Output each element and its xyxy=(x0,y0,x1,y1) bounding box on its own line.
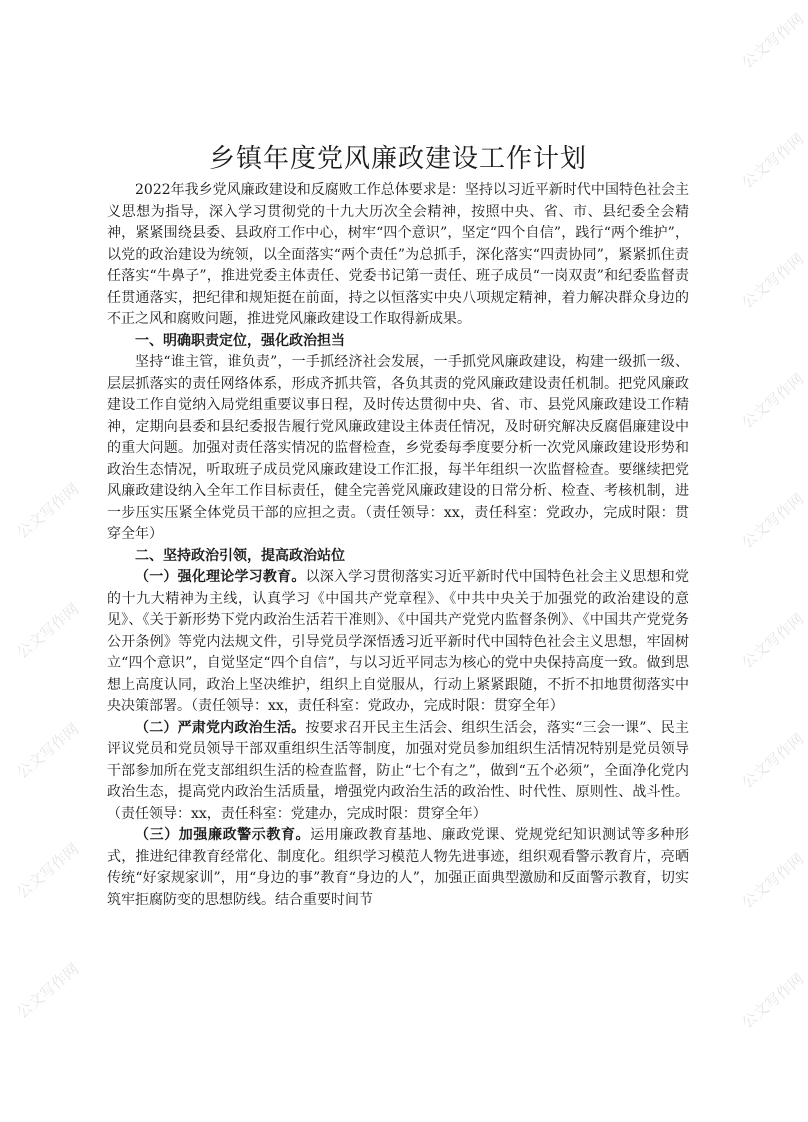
item-1-lead: （一）强化理论学习教育。 xyxy=(135,569,306,585)
watermark-text: 公文写作网 xyxy=(13,479,83,542)
watermark-text: 公文写作网 xyxy=(738,609,808,672)
watermark-text: 公文写作网 xyxy=(738,729,808,792)
intro-paragraph: 2022年我乡党风廉政建设和反腐败工作总体要求是：坚持以习近平新时代中国特色社会主义思想为指导，深入学习贯彻党的十九大历次全会精神，按照中央、省、市、县纪委全会精神，紧紧围绕县委、县政府工作中心，树牢“四个意识”，坚定“四个自信”，践行“两个维护”，以党的政治建设为统领，以全面落实“两个责任”为总抓手，深化落实“四责协同”，紧紧抓住责任落实“牛鼻子”，推进党委主体责任、党委书记第一责任、班子成员“一岗双责”和纪委监督责任贯通落实，把纪律和规矩挺在前面，持之以恒落实中央八项规定精神，着力解决群众身边的不正之风和腐败问题，推进党风廉政建设工作取得新成果。 xyxy=(107,182,689,327)
watermark-text: 公文写作网 xyxy=(13,719,83,782)
watermark-text: 公文写作网 xyxy=(738,249,808,312)
item-1-body: 以深入学习贯彻落实习近平新时代中国特色社会主义思想和党的十九大精神为主线，认真学习《中国共产党章程》、《中共中央关于加强党的政治建设的意见》、《关于新形势下党内政治生活若干准则》、《中国共产党党内监督条例》、《中国共产党党务公开条例》等党内法规文件，引导党员学深悟透习近平新时代中国特色社会主义思想，牢固树立“四个意识”，自觉坚定“四个自信”，与以习近平同志为核心的党中央保持高度一致。做到思想上高度认同，政治上坚决维护，组织上自觉服从，行动上紧紧跟随，不折不扣地贯彻落实中央决策部署。（责任领导：xx，责任科室：党政办，完成时限：贯穿全年） xyxy=(107,569,690,714)
section-2-item-1 xyxy=(107,567,689,718)
document-page xyxy=(107,142,689,911)
item-2-lead: （二）严肃党内政治生活。 xyxy=(135,719,306,736)
section-2-heading: 二、坚持政治引领，提高政治站位 xyxy=(135,547,345,564)
watermark-text: 公文写作网 xyxy=(13,839,83,902)
watermark-text: 公文写作网 xyxy=(738,969,808,1032)
watermark-text: 公文写作网 xyxy=(738,129,808,192)
watermark-text: 公文写作网 xyxy=(13,959,83,1022)
item-2-body: 按要求召开民主生活会、组织生活会，落实“三会一课”、民主评议党员和党员领导干部双重组织生活等制度，加强对党员参加组织生活情况特别是党员领导干部参加所在党支部组织生活的检查监督，防止“七个有之”，做到“五个必须”，全面净化党内政治生态，提高党内政治生活质量，增强党内政治生活的政治性、时代性、原则性、战斗性。（责任领导：xx，责任科室：党建办，完成时限：贯穿全年） xyxy=(107,719,689,822)
section-2-item-2 xyxy=(107,718,689,826)
section-1-body: 坚持“谁主管，谁负责”，一手抓经济社会发展，一手抓党风廉政建设，构建一级抓一级、层层抓落实的责任网络体系，形成齐抓共管，各负其责的党风廉政建设责任机制。把党风廉政建设工作自觉纳入局党组重要议事日程，及时传达贯彻中央、省、市、县党风廉政建设工作精神，定期向县委和县纪委报告履行党风廉政建设主体责任情况，及时研究解决反腐倡廉建设中的重大问题。加强对责任落实情况的监督检查，乡党委每季度要分析一次党风廉政建设形势和政治生态情况，听取班子成员党风廉政建设工作汇报，每半年组织一次监督检查。要继续把党风廉政建设纳入全年工作目标责任，健全完善党风廉政建设的日常分析、检查、考核机制，进一步压实压紧全体党员干部的应担之责。（责任领导：xx，责任科室：党政办，完成时限：贯穿全年） xyxy=(107,354,689,542)
watermark-text: 公文写作网 xyxy=(738,9,808,72)
watermark-text: 公文写作网 xyxy=(13,599,83,662)
item-3-lead: （三）加强廉政警示教育。 xyxy=(135,827,311,843)
watermark-text: 公文写作网 xyxy=(738,489,808,552)
item-3-body: 运用廉政教育基地、廉政党课、党规党纪知识测试等多种形式，推进纪律教育经常化、制度化。组织学习模范人物先进事迹，组织观看警示教育片，亮晒传统“好家规家训”，用“身边的事”教育“身边的人”，加强正面典型激励和反面警示教育，切实筑牢拒腐防变的思想防线。结合重要时间节 xyxy=(107,827,690,908)
watermark-text: 公文写作网 xyxy=(738,849,808,912)
section-1-heading: 一、明确职责定位，强化政治担当 xyxy=(135,332,345,349)
section-2-item-3 xyxy=(107,825,689,911)
document-title: 乡镇年度党风廉政建设工作计划 xyxy=(208,144,587,174)
watermark-text: 公文写作网 xyxy=(738,369,808,432)
